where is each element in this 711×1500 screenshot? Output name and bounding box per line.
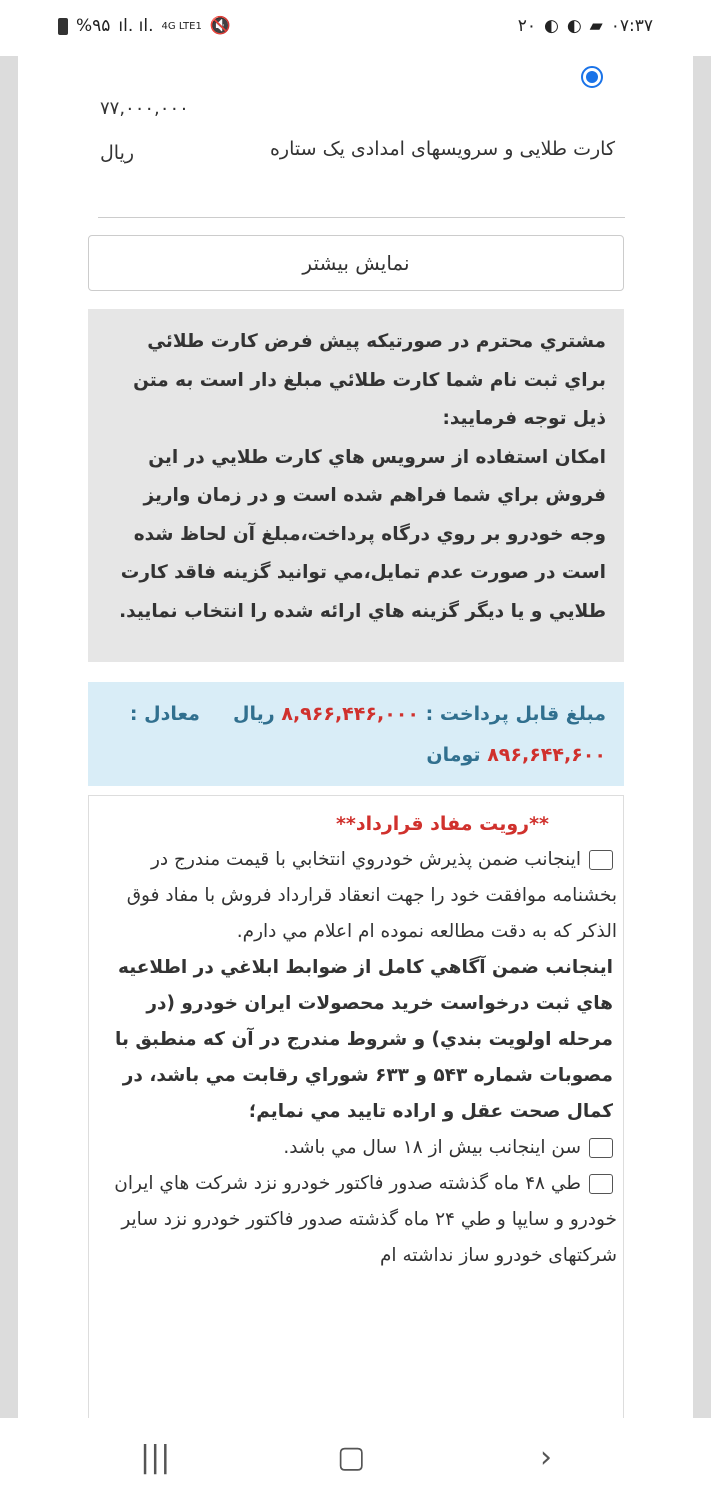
option-radio[interactable]: [581, 66, 603, 88]
notification-count: ۲۰: [517, 16, 536, 36]
back-icon[interactable]: ›: [540, 1440, 552, 1475]
amount-rial: ۸,۹۶۶,۴۴۶,۰۰۰: [281, 703, 419, 725]
signal-icon: ıl. ıl.: [118, 16, 154, 36]
home-icon[interactable]: ▢: [337, 1440, 366, 1475]
term-text: سن اينجانب بيش از ۱۸ سال مي باشد.: [283, 1137, 581, 1158]
content-card: [18, 56, 693, 1418]
app-icon: ◐: [566, 16, 582, 36]
divider: [98, 217, 625, 218]
term-item: [95, 1166, 617, 1274]
clock: ۰۷:۳۷: [610, 16, 653, 36]
notice-paragraph: امکان استفاده از سرويس هاي کارت طلايي در اين فروش براي شما فراهم شده است و در زمان واريز وجه خودرو بر روي درگاه پرداخت،مبلغ آن لحاظ شده است در صورت عدم تمايل،مي توانيد گزينه فاقد کارت طلايي و يا ديگر گزينه هاي ارائه شده را انتخاب نماييد.: [119, 446, 606, 622]
battery-level: %۹۵: [76, 16, 111, 36]
equiv-label: معادل :: [129, 703, 200, 725]
term-text: اينجانب ضمن پذيرش خودروي انتخابي با قيمت مندرج در بخشنامه موافقت خود را جهت انعقاد قرارداد فروش با مفاد فوق الذکر که به دقت مطالعه نموده ام اعلام مي دارم.: [126, 849, 617, 942]
term-item: [95, 1130, 617, 1166]
option-price: ۷۷,۰۰۰,۰۰۰: [100, 98, 189, 119]
golden-card-notice: [88, 309, 624, 662]
contract-terms: [88, 795, 624, 1418]
term-text: طي ۴۸ ماه گذشته صدور فاکتور خودرو نزد شرکت هاي ايران خودرو و سايپا و طي ۲۴ ماه گذشته صدور فاکتور خودرو نزد ساير شرکتهای خودرو ساز نداشته ام: [114, 1173, 617, 1266]
navigation-bar: [0, 1418, 711, 1500]
toman-label: تومان: [426, 744, 481, 766]
option-label: کارت طلایی و سرویسهای امدادی یک ستاره: [269, 138, 615, 160]
amount-toman: ۸۹۶,۶۴۴,۶۰۰: [487, 744, 606, 766]
terms-statement: اينجانب ضمن آگاهي کامل از ضوابط ابلاغي در اطلاعيه هاي ثبت درخواست خريد محصولات ايران خودرو (در مرحله اولويت بندي) و شروط مندرج در آن که منطبق با مصوبات شماره ۵۴۳ و ۶۳۳ شوراي رقابت مي باشد، در کمال صحت عقل و اراده تاييد مي نمايم؛: [115, 957, 613, 1122]
status-bar: [0, 0, 711, 56]
notice-paragraph: مشتري محترم در صورتيکه پيش فرض کارت طلائي براي ثبت نام شما کارت طلائي مبلغ دار است به متن ذيل توجه فرماييد:: [133, 331, 606, 429]
page: [0, 56, 711, 1418]
mute-icon: 🔇: [209, 16, 231, 36]
message-icon: ▰: [589, 16, 603, 36]
term-checkbox[interactable]: [589, 1174, 613, 1194]
recent-apps-icon[interactable]: |||: [140, 1440, 171, 1475]
battery-icon: [58, 18, 68, 35]
option-unit: ریال: [100, 142, 135, 164]
payment-summary: [88, 682, 624, 786]
app-icon: ◐: [543, 16, 559, 36]
show-more-button[interactable]: نمایش بیشتر: [88, 235, 624, 291]
rial-label: ریال: [233, 703, 275, 725]
network-label: 4G LTE1: [161, 20, 202, 32]
term-item: [95, 842, 617, 950]
contract-title: **رويت مفاد قرارداد**: [335, 813, 549, 835]
term-checkbox[interactable]: [589, 1138, 613, 1158]
payment-label: مبلغ قابل پرداخت :: [425, 703, 606, 725]
term-checkbox[interactable]: [589, 850, 613, 870]
